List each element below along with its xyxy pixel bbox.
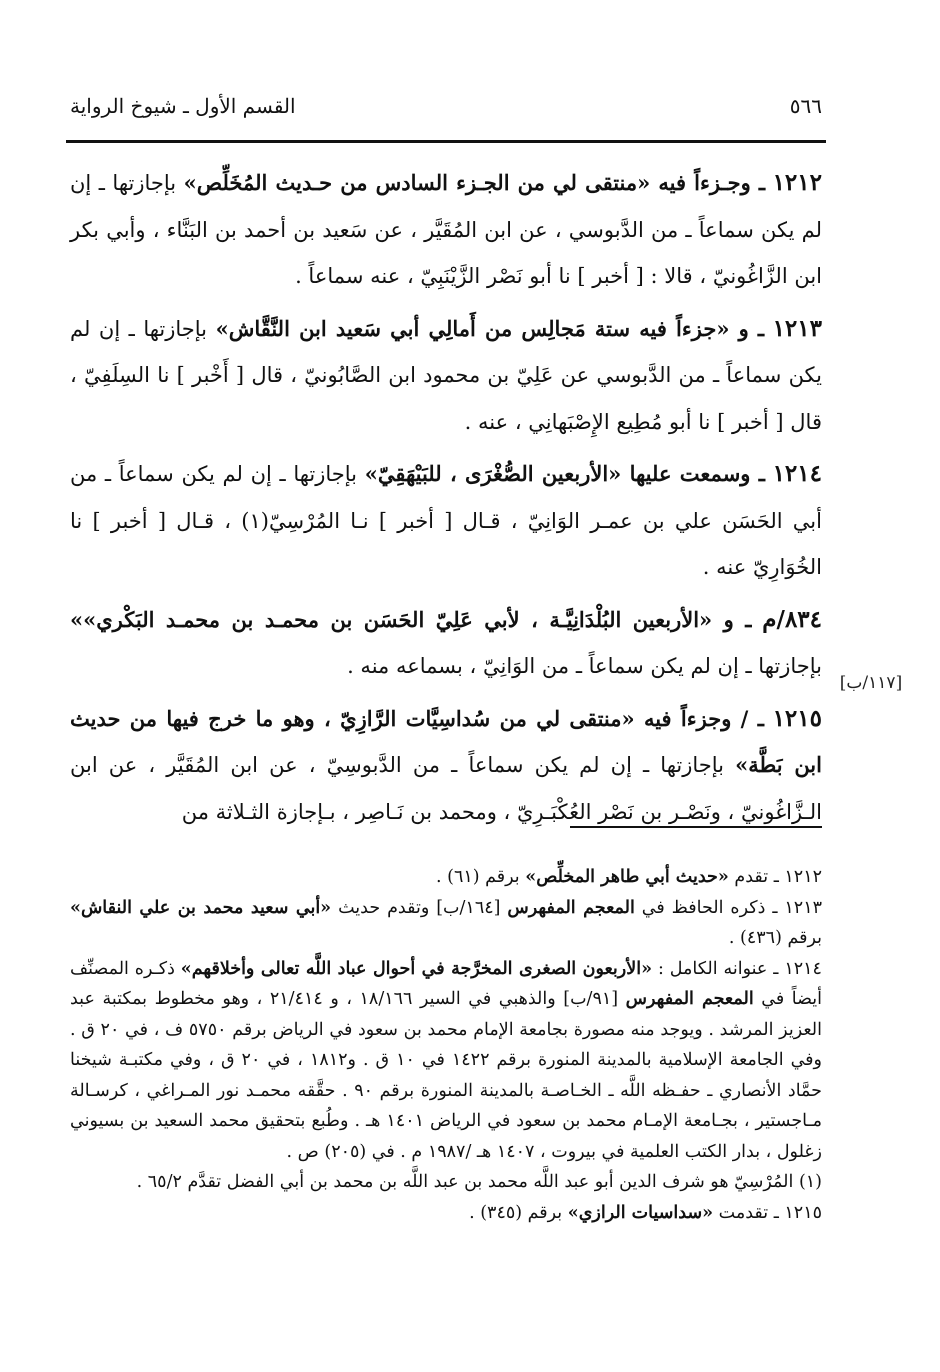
- footnote-separator: [570, 826, 822, 828]
- footnote-1212: [70, 862, 822, 893]
- entry-title: ـ وسمعت عليها «الأربعين الصُّغْرَى ، للبَيْهَقِيّ»: [364, 461, 765, 486]
- header-rule: [66, 140, 826, 143]
- entry-number: ١٢١٥: [772, 704, 822, 732]
- entry-number: ٨٣٤/م: [762, 605, 822, 633]
- footnote-bold: المعجم المفهرس: [507, 897, 635, 918]
- entry-1214: [70, 451, 822, 591]
- footnote-1213: [70, 893, 822, 954]
- page-header: [70, 86, 822, 126]
- footnote-text: [١٦٤/ب] وتقدم حديث: [338, 897, 501, 918]
- footnote-1: [70, 1167, 822, 1198]
- margin-folio-note: [١١٧/ب]: [839, 673, 903, 693]
- entry-text: بإجازتها ـ إن لم يكن سماعاً ـ من الدَّبوسِيّ ، عن ابن المُقَيَّر ، عن ابن الـزَّاغُونيّ ، ونَصْـر بن نَصْر العُكْبَـرِيّ ، ومحمد بن نَـاصِر ، بـإجازة الثـلاثة من: [70, 753, 822, 824]
- entry-text: بإجازتها ـ إن لم يكن سماعاً ـ من الدَّبوسي ، عن ابن المُقَيَّر ، عن سَعيد بن أحمد بن البَنَّاء ، وأبي بكر ابن الزَّاغُونيّ ، قالا : [ أخبر ] نا أبو نَصْر الزَّيْنَبِيّ ، عنه سماعاً .: [70, 171, 822, 288]
- entry-number: ١٢١٤: [772, 460, 822, 487]
- footnote-text: تقدمت: [718, 1202, 769, 1223]
- entry-number: ١٢١٣: [772, 314, 822, 342]
- footnote-text: المُرْسِيّ هو شرف الدين أبو عبد اللَّه محمد بن عبد اللَّه بن محمد بن أبي الفضل تقدَّم ٦٥/٢ .: [136, 1172, 794, 1192]
- footnote-text: عنوانه الكامل :: [657, 958, 768, 979]
- footnote-bold: «أبي سعيد محمد بن علي النقاش»: [70, 897, 332, 918]
- entry-834m: [70, 597, 822, 690]
- entry-1213: [70, 306, 822, 446]
- footnote-bold: «سداسيات الرازي»: [567, 1202, 714, 1223]
- page-number: ٥٦٦: [789, 94, 822, 118]
- footnote-text: ذكـره المصنِّف أيضاً في: [70, 958, 822, 1009]
- entry-text: بإجازتها ـ إن لم يكن سماعاً ـ من الدَّبوسي عن عَلِيّ بن محمود ابن الصَّابُونيّ ، قال [ أَخْبر ] نا السِلَفِيّ ، قال [ أخبر ] نا أبو مُطِيع الإِصْبَهانِي ، عنه .: [70, 316, 822, 434]
- running-title: القسم الأول ـ شيوخ الرواية: [70, 94, 296, 118]
- footnote-label: ١٢١٢ ـ: [773, 867, 822, 887]
- entry-title: ـ وجـزءاً فيه «منتقى لي من الجـزء السادس من حـديث المُخَلِّص»: [183, 170, 766, 195]
- entry-title: ـ / وجزءاً فيه «منتقى لي من سُداسِيَّات الرَّازِيّ ، وهو ما خرج فيها من حديث ابن بَطَّة»: [70, 705, 822, 777]
- footnote-1214: [70, 954, 822, 1168]
- footnote-text: برقم (٣٤٥) .: [469, 1202, 563, 1223]
- footnotes: [70, 862, 822, 1228]
- footnote-text: برقم (٤٣٦) .: [728, 928, 822, 948]
- footnote-label: ١٢١٣ ـ: [772, 897, 822, 918]
- footnote-text: ذكره الحافظ في: [641, 897, 766, 918]
- footnote-bold: المعجم المفهرس: [625, 989, 754, 1009]
- footnote-label: ١٢١٤ ـ: [773, 958, 822, 979]
- footnote-text: برقم (٦١) .: [435, 867, 520, 887]
- footnote-label: ١٢١٥ ـ: [773, 1202, 822, 1223]
- footnote-label: (١): [798, 1172, 822, 1192]
- footnote-bold: «حديث أبي طاهر المخلِّص»: [525, 867, 729, 887]
- entry-title: ـ و «الأربعين البُلْدَانِيَّـة ، لأبي عَلِيّ الحَسَن بن محمـد بن محمـد البَكْري»»: [70, 606, 752, 632]
- footnote-text: تقدم: [734, 867, 769, 887]
- entry-number: ١٢١٢: [772, 169, 822, 196]
- entry-1212: [70, 160, 822, 300]
- footnote-text: [٩١/ب] والذهبي في السير ١٨/١٦٦ ، و ٢١/٤١٤ ، وهو مخطوط بمكتبة عبد العزيز المرشد . ويوجد منه مصورة بجامعة الإمام محمد بن سعود في الرياض برقم ٥٧٥٠ ف ، في ٢٠ ق . وفي الجامعة الإسلامية بالمدينة المنورة برقم ١٤٢٢ في ١٠ ق . و١٨١٢ ، في ٢٠ ق ، وفي مكتبـة شيخنا حمَّاد الأنصاري ـ حفـظه اللَّه ـ الخـاصـة بالمدينة المنورة برقم ٩٠ . حقَّقه محمـد نور المـراغي ، كرسـالة مـاجستير ، بجـامعة الإمـام محمد بن سعود في الرياض ١٤٠١ هـ . وطُبع بتحقيق محمد السعيد بن بسيوني زغلول ، بدار الكتب العلمية في بيروت ، ١٤٠٧ هـ /١٩٨٧ م . في (٢٠٥) ص .: [70, 989, 823, 1162]
- main-text: [70, 160, 822, 841]
- entry-title: ـ و «جزءاً فيه ستة مَجالِس من أَمالِي أبي سَعيد ابن النَّقَّاش»: [215, 315, 765, 341]
- footnote-bold: «الأربعون الصغرى المخرَّجة في أحوال عباد اللَّه تعالى وأخلاقهم»: [180, 958, 653, 979]
- entry-text: بإجازتها ـ إن لم يكن سماعاً ـ من الوَانِيّ ، بسماعه منه .: [347, 654, 822, 678]
- footnote-1215: [70, 1198, 822, 1229]
- entry-1215: [70, 696, 822, 836]
- entry-text: بإجازتها ـ إن لم يكن سماعاً ـ من أبي الحَسَن علي بن عمـر الوَانِيّ ، قـال [ أخبر ] نـا المُرْسِيّ(١) ، قـال [ أخبر ] نا الخُوَارِيّ عنه .: [70, 462, 822, 579]
